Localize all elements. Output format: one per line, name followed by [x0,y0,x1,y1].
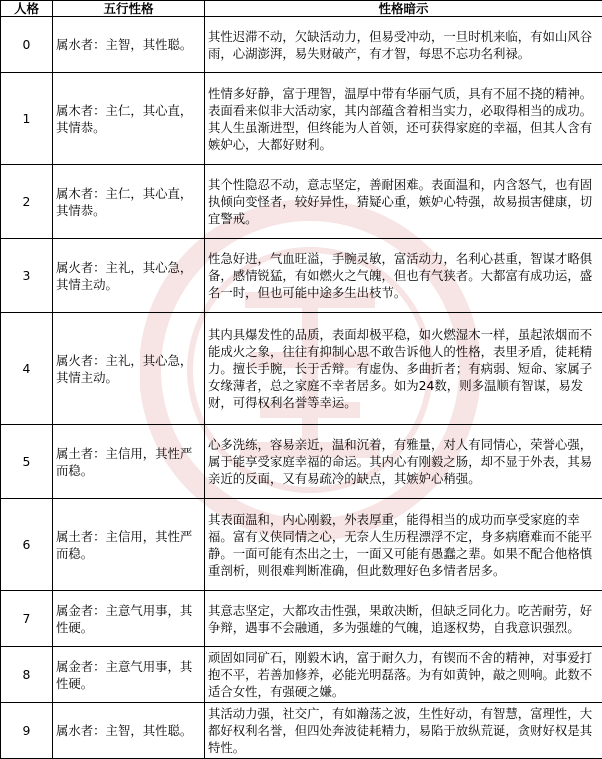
table-row [1,73,602,165]
row-number: 2 [1,165,53,239]
row-hint: 性急好进，气血旺溢，手腕灵敏，富活动力，名利心甚重，智谋才略俱备，感情锐猛，有如燃火之气魄，但也有气狭者。大都富有成功运，盛名一时，但也可能中途多生出枝节。 [205,239,602,313]
row-element: 属火者：主礼，其心急，其情主动。 [53,239,205,313]
header-row [1,1,602,17]
row-number: 6 [1,499,53,591]
table-row [1,703,602,759]
row-number: 8 [1,647,53,703]
row-hint: 其个性隐忍不动，意志坚定，善耐困难。表面温和，内含怒气，也有固执倾向变怪者，较好异性，猜疑心重，嫉妒心特强，故易损害健康，切宜警戒。 [205,165,602,239]
row-element: 属火者：主礼，其心急，其情主动。 [53,313,205,425]
row-hint: 其表面温和，内心刚毅，外表厚重，能得相当的成功而享受家庭的幸福。富有义侠同情之心，无奈人生历程漂浮不定，身多病磨难而不能平静。一面可能有杰出之士，一面又可能有愚蠢之辈。如果不配合他格慎重剖析，则很难判断准确，但此数理好色多情者居多。 [205,499,602,591]
row-element: 属木者：主仁，其心直，其情恭。 [53,73,205,165]
header-number: 人格 [1,1,53,17]
row-element: 属金者：主意气用事，其性硬。 [53,591,205,647]
row-element: 属水者：主智，其性聪。 [53,703,205,759]
row-hint: 其内具爆发性的品质，表面却极平稳，如火燃湿木一样，虽起浓烟而不能成火之象，往往有抑制心思不敢告诉他人的性格，表里矛盾，徒耗精力。擅长手腕，长于舌辩。有虚伪、多曲折者；有病弱、短命、家属子女缘薄者，总之家庭不幸者居多。如为24数，则多温顺有智谋，易发财，可得权利名誉等幸运。 [205,313,602,425]
table-row [1,425,602,499]
row-hint: 其活动力强，社交广，有如瀚荡之波，生性好动，有智慧，富理性，大都好权利名誉，但四处奔波徒耗精力，易陷于放纵荒诞，贪财好权是其特性。 [205,703,602,759]
header-hint: 性格暗示 [205,1,602,17]
table-row [1,499,602,591]
table-row [1,647,602,703]
row-hint: 性情多好静，富于理智，温厚中带有华丽气质，具有不屈不挠的精神。表面看来似非大活动家，其内部蕴含着相当实力，必取得相当的成功。其人生虽渐进型，但终能为人首领，还可获得家庭的幸福，但其人含有嫉妒心，大都好财利。 [205,73,602,165]
row-hint: 心多洗练，容易亲近，温和沉着，有雅量，对人有同情心，荣誉心强，属于能享受家庭幸福的命运。其内心有刚毅之肠，却不显于外表，其易亲近的反面，又有易疏冷的缺点，其嫉妒心稍强。 [205,425,602,499]
row-element: 属木者：主仁，其心直，其情恭。 [53,165,205,239]
row-element: 属土者：主信用，其性严而稳。 [53,499,205,591]
row-number: 9 [1,703,53,759]
table-row [1,591,602,647]
table-row [1,313,602,425]
table-row [1,239,602,313]
row-element: 属水者：主智，其性聪。 [53,17,205,73]
row-number: 5 [1,425,53,499]
row-number: 3 [1,239,53,313]
row-element: 属金者：主意气用事，其性硬。 [53,647,205,703]
row-element: 属土者：主信用，其性严而稳。 [53,425,205,499]
row-number: 0 [1,17,53,73]
row-number: 7 [1,591,53,647]
header-element: 五行性格 [53,1,205,17]
row-hint: 其意志坚定，大都攻击性强，果敢决断，但缺乏同化力。吃苦耐劳，好争辩，遇事不会融通，多为强雄的气魄，追逐权势，自我意识强烈。 [205,591,602,647]
table-row [1,17,602,73]
row-number: 4 [1,313,53,425]
row-hint: 其性迟滞不动，欠缺活动力，但易受冲动，一旦时机来临，有如山风谷雨，心湖澎湃，易失财破产，有才智，每思不忘功名利禄。 [205,17,602,73]
table-row [1,165,602,239]
row-number: 1 [1,73,53,165]
row-hint: 顽固如同矿石，刚毅木讷，富于耐久力，有锲而不舍的精神，对事爱打抱不平，若善加修养，必能光明磊落。为有如黄钟，敲之则响。此数不适合女性，有强硬之嫌。 [205,647,602,703]
